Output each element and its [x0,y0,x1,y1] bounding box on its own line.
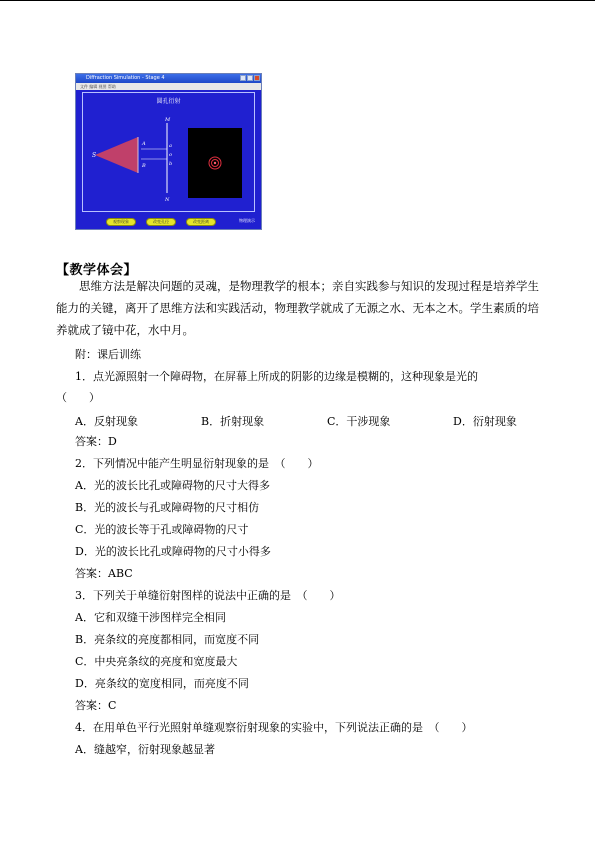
sim-menubar [76,83,261,90]
sim-titlebar [76,74,261,83]
q2-option-d: D．光的波长比孔或障碍物的尺寸小得多 [75,545,271,558]
sim-button-observe[interactable]: 观察现象 [106,218,136,226]
q2-stem: 2．下列情况中能产生明显衍射现象的是 （ ） [75,457,319,470]
sim-diagram [83,93,256,213]
label-o: o [169,152,173,158]
label-a-upper: A [142,141,146,147]
label-n: N [165,197,170,203]
q3-stem: 3．下列关于单缝衍射图样的说法中正确的是 （ ） [75,589,341,602]
q2-option-b: B．光的波长与孔或障碍物的尺寸相仿 [75,501,260,514]
q3-option-d: D．亮条纹的宽度相同，而亮度不同 [75,677,249,690]
q2-answer: 答案：ABC [75,567,133,580]
q1-stem-blank: （ ） [56,391,100,404]
q2-option-a: A．光的波长比孔或障碍物的尺寸大得多 [75,479,270,492]
q1-answer: 答案：D [75,435,117,448]
sim-button-aperture[interactable]: 改变孔径 [146,218,176,226]
close-icon [254,75,260,81]
minimize-icon [240,75,246,81]
top-rule [0,0,595,1]
q1-option-a: A．反射现象 [75,415,138,428]
sim-button-distance[interactable]: 改变距离 [186,218,216,226]
light-cone [95,137,138,173]
sim-window-title: Diffraction Simulation - Stage 4 [86,75,165,81]
q3-option-b: B．亮条纹的亮度都相同，而宽度不同 [75,633,260,646]
sim-menu: 文件 编辑 视图 帮助 [80,84,116,89]
q1-option-b: B．折射现象 [201,415,265,428]
reflection-paragraph: 思维方法是解决问题的灵魂，是物理教学的根本；亲自实践参与知识的发现过程是培养学生能力的关键，离开了思维方法和实践活动，物理教学就成了无源之水、无本之木。学生素质的培养就成了镜中花，水中月。 [56,279,539,337]
q2-option-c: C．光的波长等于孔或障碍物的尺寸 [75,523,249,536]
label-b-lower: b [169,161,173,167]
label-s: S [92,152,97,159]
q1-stem: 1．点光源照射一个障碍物，在屏幕上所成的阴影的边缘是模糊的，这种现象是光的 [75,370,478,383]
q4-option-a: A．缝越窄，衍射现象越显著 [75,743,215,756]
q1-options [75,413,545,427]
q3-option-a: A．它和双缝干涉图样完全相同 [75,611,226,624]
sim-button-bar [76,215,261,229]
q3-option-c: C．中央亮条纹的亮度和宽度最大 [75,655,238,668]
q1-option-d: D．衍射现象 [453,415,517,428]
sim-heading: 圆孔衍射 [156,98,181,105]
section-title: 【教学体会】 [56,263,138,278]
sim-window-controls [240,75,260,81]
diffraction-center [214,162,216,164]
sim-footer: 物理演示 [239,218,255,223]
q1-option-c: C．干涉现象 [327,415,391,428]
label-b-upper: B [142,163,146,169]
sim-panel [82,92,255,212]
q4-stem: 4．在用单色平行光照射单缝观察衍射现象的实验中，下列说法正确的是 （ ） [75,721,473,734]
q3-answer: 答案：C [75,699,117,712]
simulation-screenshot [75,73,262,230]
label-a-lower: a [169,143,172,149]
label-m: M [165,117,171,123]
appendix-label: 附：课后训练 [75,348,141,361]
maximize-icon [247,75,253,81]
